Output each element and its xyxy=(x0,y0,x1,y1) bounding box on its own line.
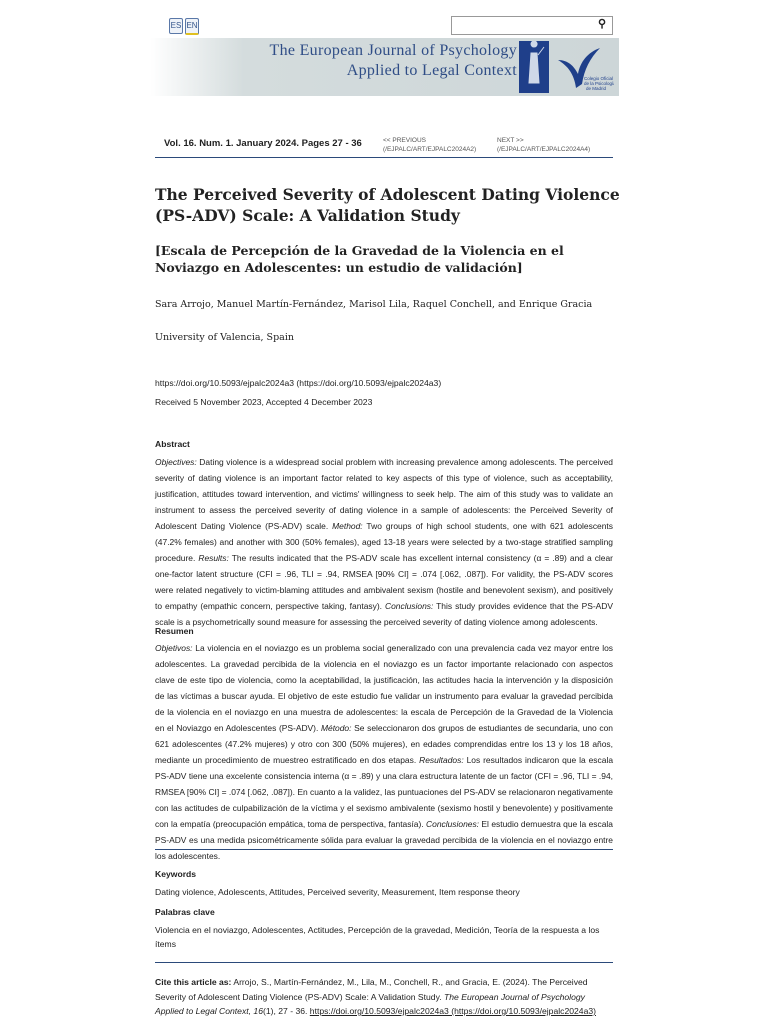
article-title: The Perceived Severity of Adolescent Dating Violence (PS-ADV) Scale: A Validation Study xyxy=(155,185,620,225)
resumen-label: Método: xyxy=(320,723,352,733)
cite-issue: (1), 27 - 36. xyxy=(262,1006,310,1016)
next-label[interactable]: NEXT >> xyxy=(497,137,524,144)
journal-banner[interactable] xyxy=(150,38,619,96)
palabras-clave: Violencia en el noviazgo, Adolescentes, Actitudes, Percepción de la gravedad, Medición, Teoría de la respuesta a los ítems xyxy=(155,925,600,949)
resumen-heading: Resumen xyxy=(155,626,194,636)
search-input[interactable] xyxy=(451,16,613,35)
justice-statue-logo xyxy=(519,41,549,93)
cite-doi-link[interactable]: https://doi.org/10.5093/ejpalc2024a3 (https://doi.org/10.5093/ejpalc2024a3) xyxy=(309,1006,596,1016)
authors: Sara Arrojo, Manuel Martín-Fernández, Marisol Lila, Raquel Conchell, and Enrique Gracia xyxy=(155,299,593,310)
lang-en-button[interactable]: EN xyxy=(185,18,199,35)
previous-label[interactable]: << PREVIOUS xyxy=(383,137,426,144)
keywords: Dating violence, Adolescents, Attitudes, Perceived severity, Measurement, Item response theory xyxy=(155,887,520,897)
resumen-label: Conclusiones: xyxy=(426,819,480,829)
abstract-segment: Two groups of high school students, one with 621 adolescents (47.2% females) and another with 300 (50% females), aged 13-18 years were selected by a two-stage stratified sampling procedure. xyxy=(155,521,613,563)
palabras-clave-heading: Palabras clave xyxy=(155,907,215,917)
abstract-text xyxy=(155,454,613,630)
resumen-text xyxy=(155,640,613,864)
issue-info: Vol. 16. Num. 1. January 2024. Pages 27 - 36 xyxy=(164,138,362,149)
abstract-label: Results: xyxy=(198,553,229,563)
resumen-segment: Los resultados indicaron que la escala PS-ADV tiene una excelente consistencia interna (α = .89) y una clara estructura latente de un factor (CFI = .96, TLI = .94, RMSEA [90% CI] = .074 [.062, .087]). En cuanto a la validez, las puntuaciones del PS-ADV se relacionaron negativamente con las actitudes de culpabilización de la víctima y el sexismo ambivalente (sexismo hostil y benevolente) y positivamente con la empatía (preocupación empática, toma de perspectiva, fantasía). xyxy=(155,755,614,829)
abstract-segment: This study provides evidence that the PS-ADV scale is a psychometrically sound measure for assessing the perceived severity of dating violence among adolescents. xyxy=(155,601,613,627)
next-article-link[interactable] xyxy=(497,136,590,154)
previous-path[interactable]: (/EJPALC/ART/EJPALC2024A2) xyxy=(383,146,477,153)
divider xyxy=(155,157,613,158)
resumen-segment: El estudio demuestra que la escala PS-ADV es una medida psicométricamente sólida para evaluar la gravedad percibida de la violencia en el noviazgo entre los adolescentes. xyxy=(155,819,613,861)
divider xyxy=(155,849,613,850)
keywords-heading: Keywords xyxy=(155,869,197,879)
search-icon[interactable]: ⚲ xyxy=(597,18,606,30)
journal-title-line1: The European Journal of Psychology xyxy=(269,42,517,59)
cite-text: Arrojo, S., Martín-Fernández, M., Lila, M., Conchell, R., and Gracia, E. (2024). The Perceived Severity of Adolescent Dating Violence (PS-ADV) Scale: A Validation Study. xyxy=(155,977,588,1002)
svg-text:Colegio Oficial: Colegio Oficial xyxy=(584,76,614,81)
svg-text:de Madrid: de Madrid xyxy=(586,86,607,91)
colegio-psicologia-logo xyxy=(554,44,614,92)
received-dates: Received 5 November 2023, Accepted 4 December 2023 xyxy=(155,397,373,407)
abstract-label: Conclusions: xyxy=(385,601,434,611)
abstract-label: Objectives: xyxy=(155,457,197,467)
resumen-segment: Se seleccionaron dos grupos de estudiantes de secundaria, uno con 621 adolescentes (47.2% mujeres) y otro con 300 (50% mujeres), en edades comprendidas entre los 13 y los 18 años, mediante un procedimiento de muestreo estratificado en dos etapas. xyxy=(155,723,613,765)
previous-article-link[interactable] xyxy=(383,136,476,154)
citation xyxy=(155,975,615,1019)
cite-journal: The European Journal of Psychology Applied to Legal Context, 16 xyxy=(155,991,585,1016)
doi-link[interactable]: https://doi.org/10.5093/ejpalc2024a3 (https://doi.org/10.5093/ejpalc2024a3) xyxy=(155,378,442,388)
abstract-segment: Dating violence is a widespread social problem with increasing prevalence among adolescents. The perceived severity of dating violence is an important factor related to key aspects of this type of violence, such as acceptability, justification, attitudes toward intervention, and victims' willingness to seek help. The aim of this study was to validate an instrument to assess the perceived severity of dating violence in a sample of adolescents: the Perceived Severity of Adolescent Dating Violence (PS-ADV) scale. xyxy=(155,457,613,531)
affiliation: University of Valencia, Spain xyxy=(155,332,294,343)
cite-label: Cite this article as: xyxy=(155,977,232,987)
abstract-segment: The results indicated that the PS-ADV scale has excellent internal consistency (α = .89) and a clear one-factor latent structure (CFI = .96, TLI = .94, RMSEA [90% CI] = .074 [.062, .087]). For validity, the PS-ADV scores were related negatively to victim-blaming attitudes and ambivalent sexism (hostile and benevolent sexism), and positively to empathy (empathic concern, perspective taking, fantasy). xyxy=(155,553,613,611)
article-title-spanish: [Escala de Percepción de la Gravedad de la Violencia en el Noviazgo en Adolescentes: un estudio de validación] xyxy=(155,243,564,275)
resumen-label: Objetivos: xyxy=(155,643,193,653)
abstract-heading: Abstract xyxy=(155,439,190,449)
journal-title-line2: Applied to Legal Context xyxy=(346,62,517,79)
resumen-segment: La violencia en el noviazgo es un problema social generalizado con una prevalencia cada vez mayor entre los adolescentes. La gravedad percibida de la violencia en el noviazgo es un factor importante relacionado con aspectos clave de este tipo de violencia, como la aceptabilidad, la justificación, las actitudes hacia la intervención y la disposición de las víctimas a buscar ayuda. El objetivo de este estudio fue validar un instrumento para evaluar la gravedad percibida de la violencia en el noviazgo en una muestra de adolescentes: la escala de Percepción de la Gravedad de la Violencia en el Noviazgo en Adolescentes (PS-ADV). xyxy=(155,643,613,733)
next-path[interactable]: (/EJPALC/ART/EJPALC2024A4) xyxy=(497,146,591,153)
divider xyxy=(155,962,613,963)
lang-es-button[interactable]: ES xyxy=(169,18,183,34)
resumen-label: Resultados: xyxy=(419,755,464,765)
abstract-label: Method: xyxy=(332,521,363,531)
svg-text:de la Psicología: de la Psicología xyxy=(584,81,614,86)
